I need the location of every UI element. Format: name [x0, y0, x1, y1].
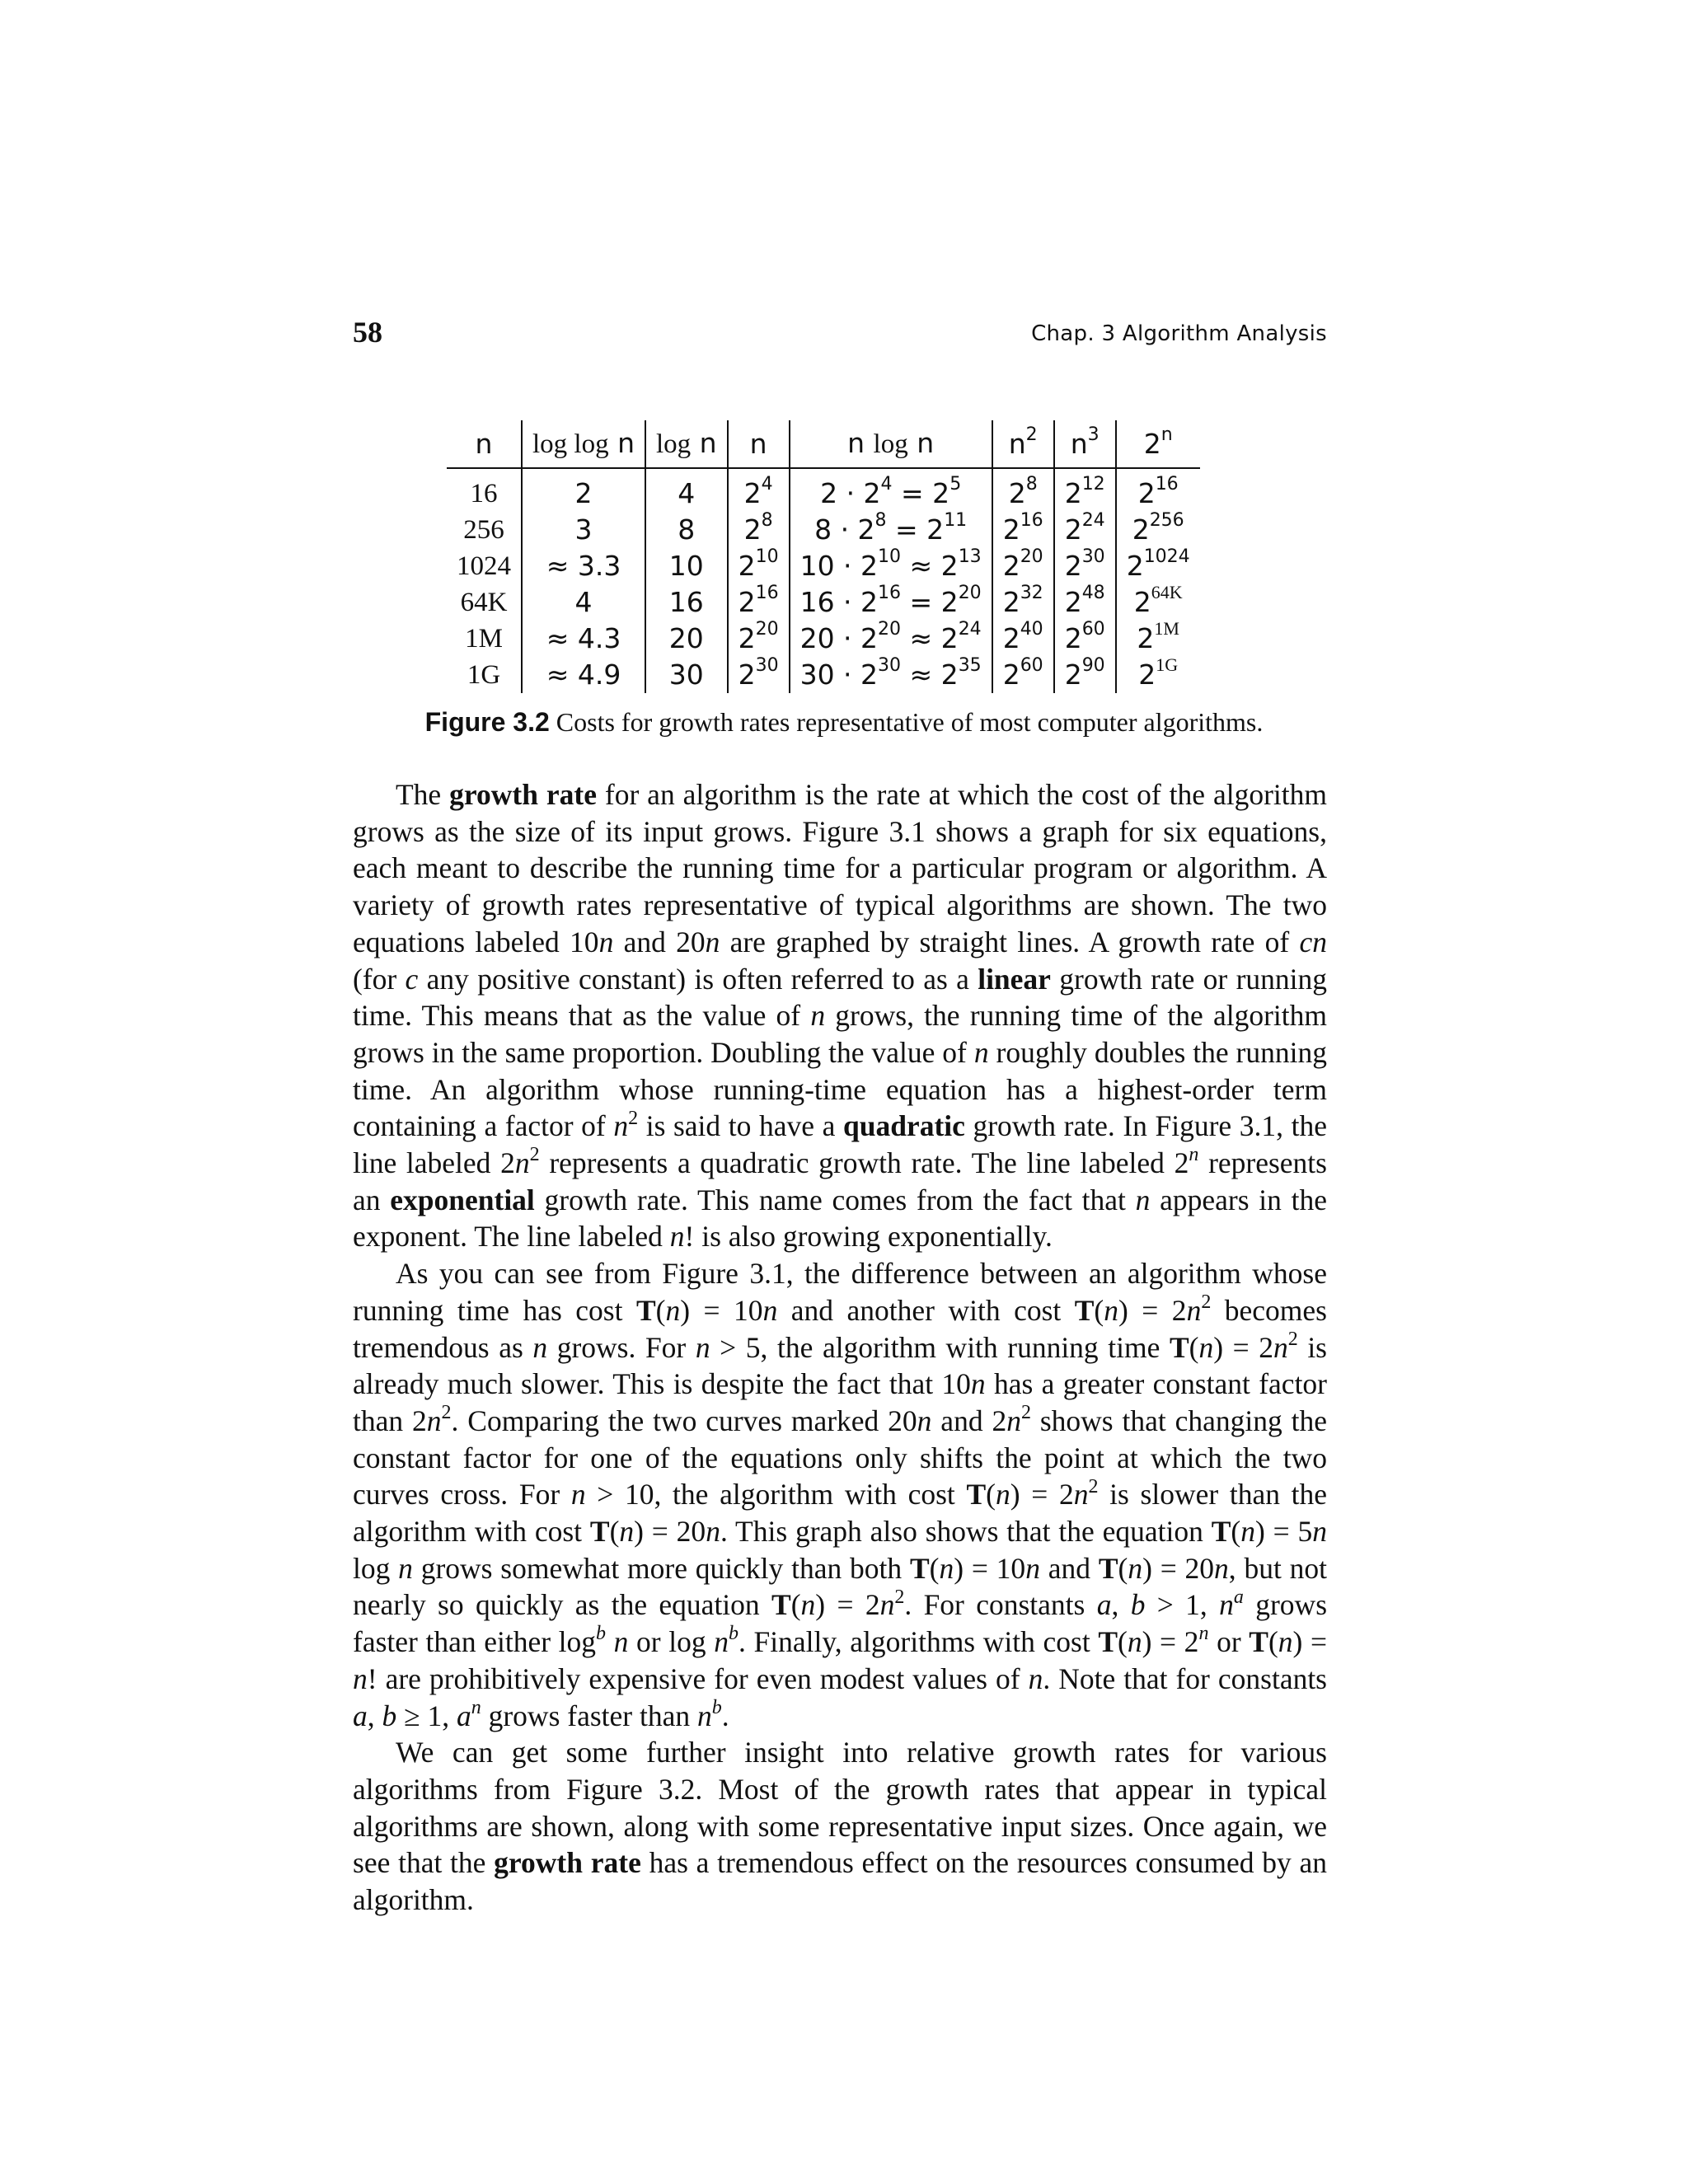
table-cell: $2^{16}$: [1116, 468, 1200, 512]
table-cell: ≈ 4.9: [522, 657, 645, 693]
table-cell: $2^{60}$: [1054, 621, 1116, 657]
column-header: log n: [645, 420, 728, 468]
body-text: [353, 776, 1327, 1919]
column-header: n: [447, 420, 522, 468]
table-cell: $2^{30}$: [1054, 548, 1116, 584]
table-cell: 16: [470, 479, 498, 509]
table-cell: $2^{60}$: [992, 657, 1054, 693]
table-cell: $2^{24}$: [1054, 512, 1116, 548]
table-cell: 8: [645, 512, 728, 548]
table-cell: $2^{30}$: [728, 657, 790, 693]
figure-label: Figure 3.2: [424, 707, 550, 737]
paragraph-3: We can get some further insight into relative growth rates for various algorithms from Figure 3.2. Most of the growth rates that appear in typical algorithms are shown, along with some representative input sizes. Once again, we see that the growth rate has a tremendous effect on the resources consumed by an algorithm.: [353, 1736, 1327, 1917]
paragraph-1: The growth rate for an algorithm is the rate at which the cost of the algorithm grows as the size of its input grows. Figure 3.1 shows a graph for six equations, each meant to describe the running time for a particular program or algorithm. A variety of growth rates representative of typical algorithms are shown. The two equations labeled 10n and 20n are graphed by straight lines. A growth rate of cn (for c any positive constant) is often referred to as a linear growth rate or running time. This means that as the value of n grows, the running time of the algorithm grows in the same proportion. Doubling the value of n roughly doubles the running time. An algorithm whose running-time equation has a highest-order term containing a factor of $n^2$ is said to have a quadratic growth rate. In Figure 3.1, the line labeled $2n^2$ represents a quadratic growth rate. The line labeled 2$^n$ represents an exponential growth rate. This name comes from the fact that n appears in the exponent. The line labeled n! is also growing exponentially.: [353, 778, 1328, 1254]
table-cell: $2^{16}$: [728, 584, 790, 621]
table-cell: $2^{1G}$: [1116, 657, 1200, 693]
table-cell: $2^{1M}$: [1116, 621, 1200, 657]
table-cell: 2: [522, 468, 645, 512]
table-cell: $2^{32}$: [992, 584, 1054, 621]
column-header: n: [728, 420, 790, 468]
table-cell: 10: [645, 548, 728, 584]
table-cell: $20 \cdot 2^{20} \approx 2^{24}$: [790, 621, 992, 657]
table-row: [447, 512, 1200, 548]
table-cell: $2^{256}$: [1116, 512, 1200, 548]
table-cell: ≈ 3.3: [522, 548, 645, 584]
table-row: [447, 657, 1200, 693]
column-header: 2$^n$: [1116, 420, 1200, 468]
table-cell: 256: [463, 515, 504, 545]
table-row: [447, 584, 1200, 621]
table-body: [447, 468, 1200, 693]
column-header: log log n: [522, 420, 645, 468]
table-cell: $30 \cdot 2^{30} \approx 2^{35}$: [790, 657, 992, 693]
table-cell: $2^8$: [992, 468, 1054, 512]
paragraph-2: As you can see from Figure 3.1, the difference between an algorithm whose running time has cost T(n) = 10n and another with cost $T(n) = 2n^2$ becomes tremendous as n grows. For n > 5, the algorithm with running time $T(n) = 2n^2$ is already much slower. This is despite the fact that 10n has a greater constant factor than $2n^2$. Comparing the two curves marked 20n and $2n^2$ shows that changing the constant factor for one of the equations only shifts the point at which the two curves cross. For n > 10, the algorithm with cost $T(n) = 2n^2$ is slower than the algorithm with cost T(n) = 20n. This graph also shows that the equation T(n) = 5n log n grows somewhat more quickly than both T(n) = 10n and T(n) = 20n, but not nearly so quickly as the equation $T(n) = 2n^2$. For constants a, b > 1, $n^a$ grows faster than either $\log^b n$ or $\log n^b$. Finally, algorithms with cost $T(n) = 2^n$ or T(n) = n! are prohibitively expensive for even modest values of n. Note that for constants a, b ≥ 1, $a^n$ grows faster than $n^b$.: [353, 1257, 1328, 1732]
table-row: [447, 621, 1200, 657]
table-cell: 1M: [465, 624, 503, 654]
table-cell: 4: [522, 584, 645, 621]
table-cell: $2^4$: [728, 468, 790, 512]
growth-rate-table: [447, 420, 1200, 693]
table-cell: $2^{10}$: [728, 548, 790, 584]
figure-caption: [0, 707, 1688, 738]
table-cell: ≈ 4.3: [522, 621, 645, 657]
table-cell: $2^{20}$: [728, 621, 790, 657]
column-header: $n^3$: [1054, 420, 1116, 468]
table-cell: $2^{90}$: [1054, 657, 1116, 693]
table-cell: 1024: [457, 551, 511, 581]
table-row: [447, 468, 1200, 512]
table-row: [447, 548, 1200, 584]
table-cell: $16 \cdot 2^{16} = 2^{20}$: [790, 584, 992, 621]
running-header: Chap. 3 Algorithm Analysis: [1031, 321, 1327, 346]
table-cell: 64K: [460, 588, 508, 617]
table-cell: $2^{48}$: [1054, 584, 1116, 621]
table-cell: 4: [645, 468, 728, 512]
table-cell: $2 \cdot 2^4 = 2^5$: [790, 468, 992, 512]
table-cell: 16: [645, 584, 728, 621]
table-cell: $2^8$: [728, 512, 790, 548]
figure-caption-text: Costs for growth rates representative of most computer algorithms.: [556, 707, 1264, 737]
table-cell: $10 \cdot 2^{10} \approx 2^{13}$: [790, 548, 992, 584]
table-cell: $8 \cdot 2^8 = 2^{11}$: [790, 512, 992, 548]
table-cell: $2^{12}$: [1054, 468, 1116, 512]
table-cell: 30: [645, 657, 728, 693]
table-cell: $2^{64K}$: [1116, 584, 1200, 621]
table-cell: 3: [522, 512, 645, 548]
column-header: $n^2$: [992, 420, 1054, 468]
table-cell: 20: [645, 621, 728, 657]
column-header: n log n: [790, 420, 992, 468]
table-cell: $2^{20}$: [992, 548, 1054, 584]
table-cell: 1G: [467, 660, 501, 690]
table-cell: $2^{40}$: [992, 621, 1054, 657]
table-cell: $2^{16}$: [992, 512, 1054, 548]
table-cell: $2^{1024}$: [1116, 548, 1200, 584]
table-header: [447, 420, 1200, 468]
page-number: 58: [353, 316, 382, 349]
